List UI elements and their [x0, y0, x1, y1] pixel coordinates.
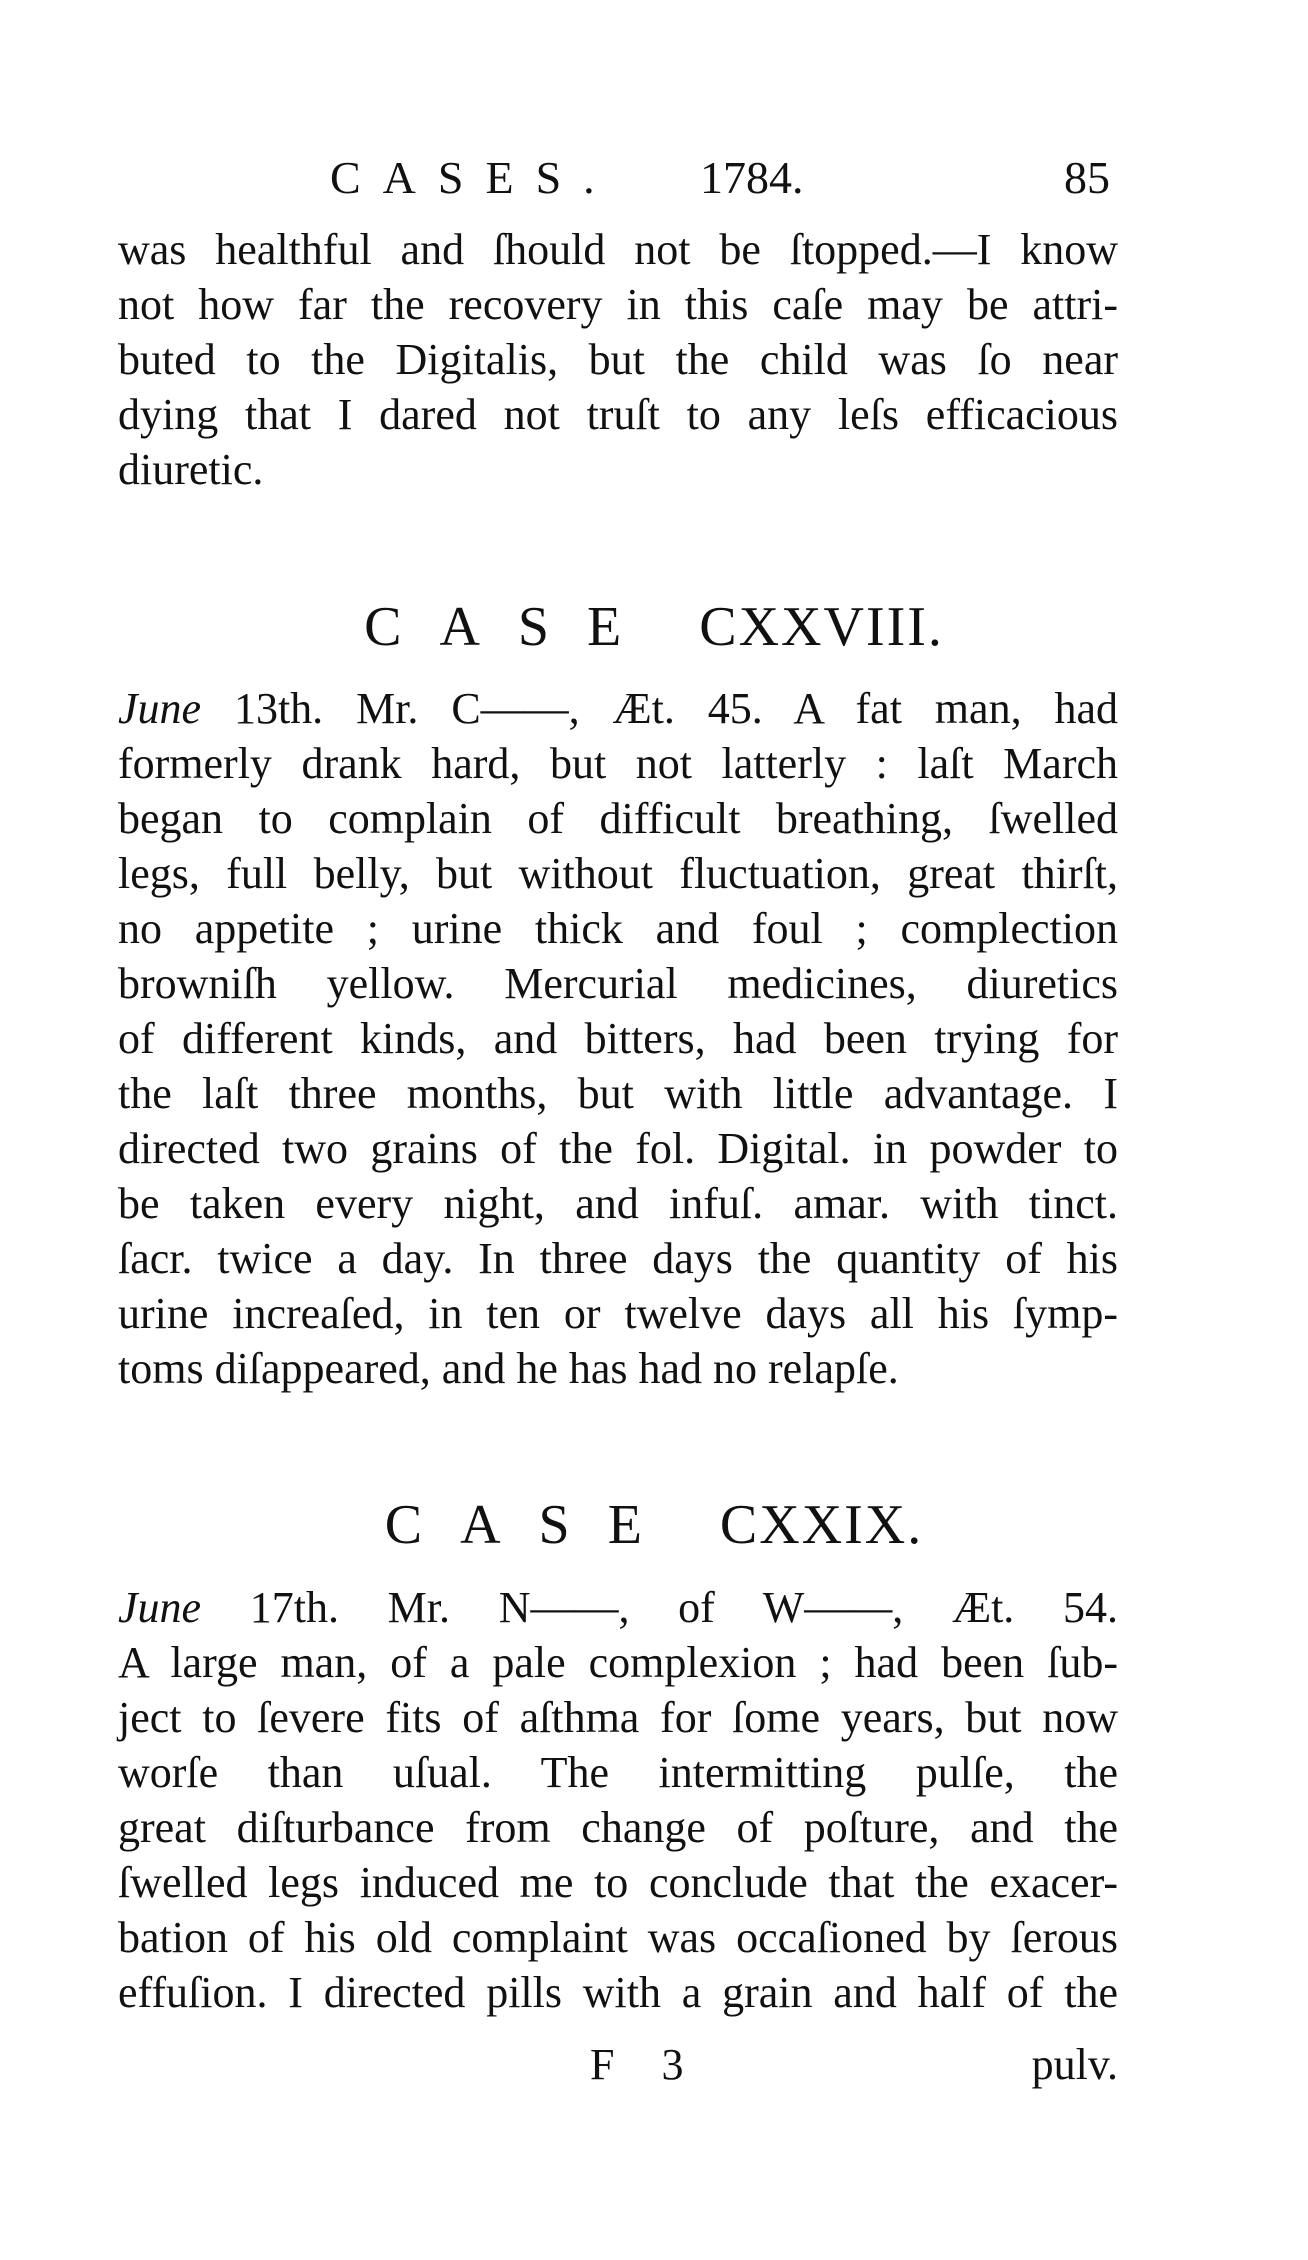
page-number: 85	[1064, 152, 1110, 203]
text-line: ſwelled legs induced me to conclude that the exacer-	[118, 1858, 1118, 1907]
case-heading-number: CXXVIII.	[699, 596, 944, 658]
page-footer	[0, 2035, 1308, 2095]
text-line: June 17th. Mr. N——, of W——, Æt. 54.	[118, 1583, 1118, 1632]
text-line: no appetite ; urine thick and foul ; complection	[118, 904, 1118, 953]
text-line: of different kinds, and bitters, had been trying for	[118, 1014, 1118, 1063]
case-cxxviii-body	[118, 681, 1118, 1396]
text-line: A large man, of a pale complexion ; had been ſub-	[118, 1638, 1118, 1687]
running-title: CASES.	[330, 152, 617, 203]
text-line: urine increaſed, in ten or twelve days all his ſymp-	[118, 1289, 1118, 1338]
text-line: great diſturbance from change of poſture, and the	[118, 1803, 1118, 1852]
text-line: formerly drank hard, but not latterly : laſt March	[118, 739, 1118, 788]
case-heading-word: CASE	[384, 1494, 680, 1556]
text-line: June 13th. Mr. C——, Æt. 45. A fat man, had	[118, 684, 1118, 733]
text-line: ject to ſevere fits of aſthma for ſome years, but now	[118, 1693, 1118, 1742]
case-cxxix-body	[118, 1580, 1118, 2020]
case-date-month: June	[118, 1583, 202, 1632]
text-line: ſacr. twice a day. In three days the quantity of his	[118, 1234, 1118, 1283]
intro-paragraph	[118, 222, 1118, 497]
text-line: the laſt three months, but with little advantage. I	[118, 1069, 1118, 1118]
case-heading-cxxix	[0, 1490, 1308, 1560]
running-head	[330, 148, 1110, 208]
case-heading-number: CXXIX.	[719, 1494, 924, 1556]
text-line: directed two grains of the fol. Digital. in powder to	[118, 1124, 1118, 1173]
case-heading-word: CASE	[364, 596, 660, 658]
text-line: worſe than uſual. The intermitting pulſe, the	[118, 1748, 1118, 1797]
text-line: be taken every night, and infuſ. amar. with tinct.	[118, 1179, 1118, 1228]
case-date-month: June	[118, 684, 202, 733]
text-line: bation of his old complaint was occaſioned by ſerous	[118, 1913, 1118, 1962]
case-heading-cxxviii	[0, 592, 1308, 662]
text-line: browniſh yellow. Mercurial medicines, diuretics	[118, 959, 1118, 1008]
running-year: 1784.	[700, 152, 804, 203]
catchword: pulv.	[1031, 2040, 1118, 2089]
signature-mark: F 3	[590, 2040, 702, 2089]
text-line: began to complain of difficult breathing, ſwelled	[118, 794, 1118, 843]
text-line: was healthful and ſhould not be ſtopped.—I know	[118, 225, 1118, 274]
text-line: legs, full belly, but without fluctuation, great thirſt,	[118, 849, 1118, 898]
text-line: diuretic.	[118, 445, 264, 494]
text-line: dying that I dared not truſt to any leſs efficacious	[118, 390, 1118, 439]
text-line: effuſion. I directed pills with a grain and half of the	[118, 1968, 1118, 2017]
text-line: toms diſappeared, and he has had no relapſe.	[118, 1344, 899, 1393]
text-line: not how far the recovery in this caſe may be attri-	[118, 280, 1118, 329]
text-line: buted to the Digitalis, but the child was ſo near	[118, 335, 1118, 384]
